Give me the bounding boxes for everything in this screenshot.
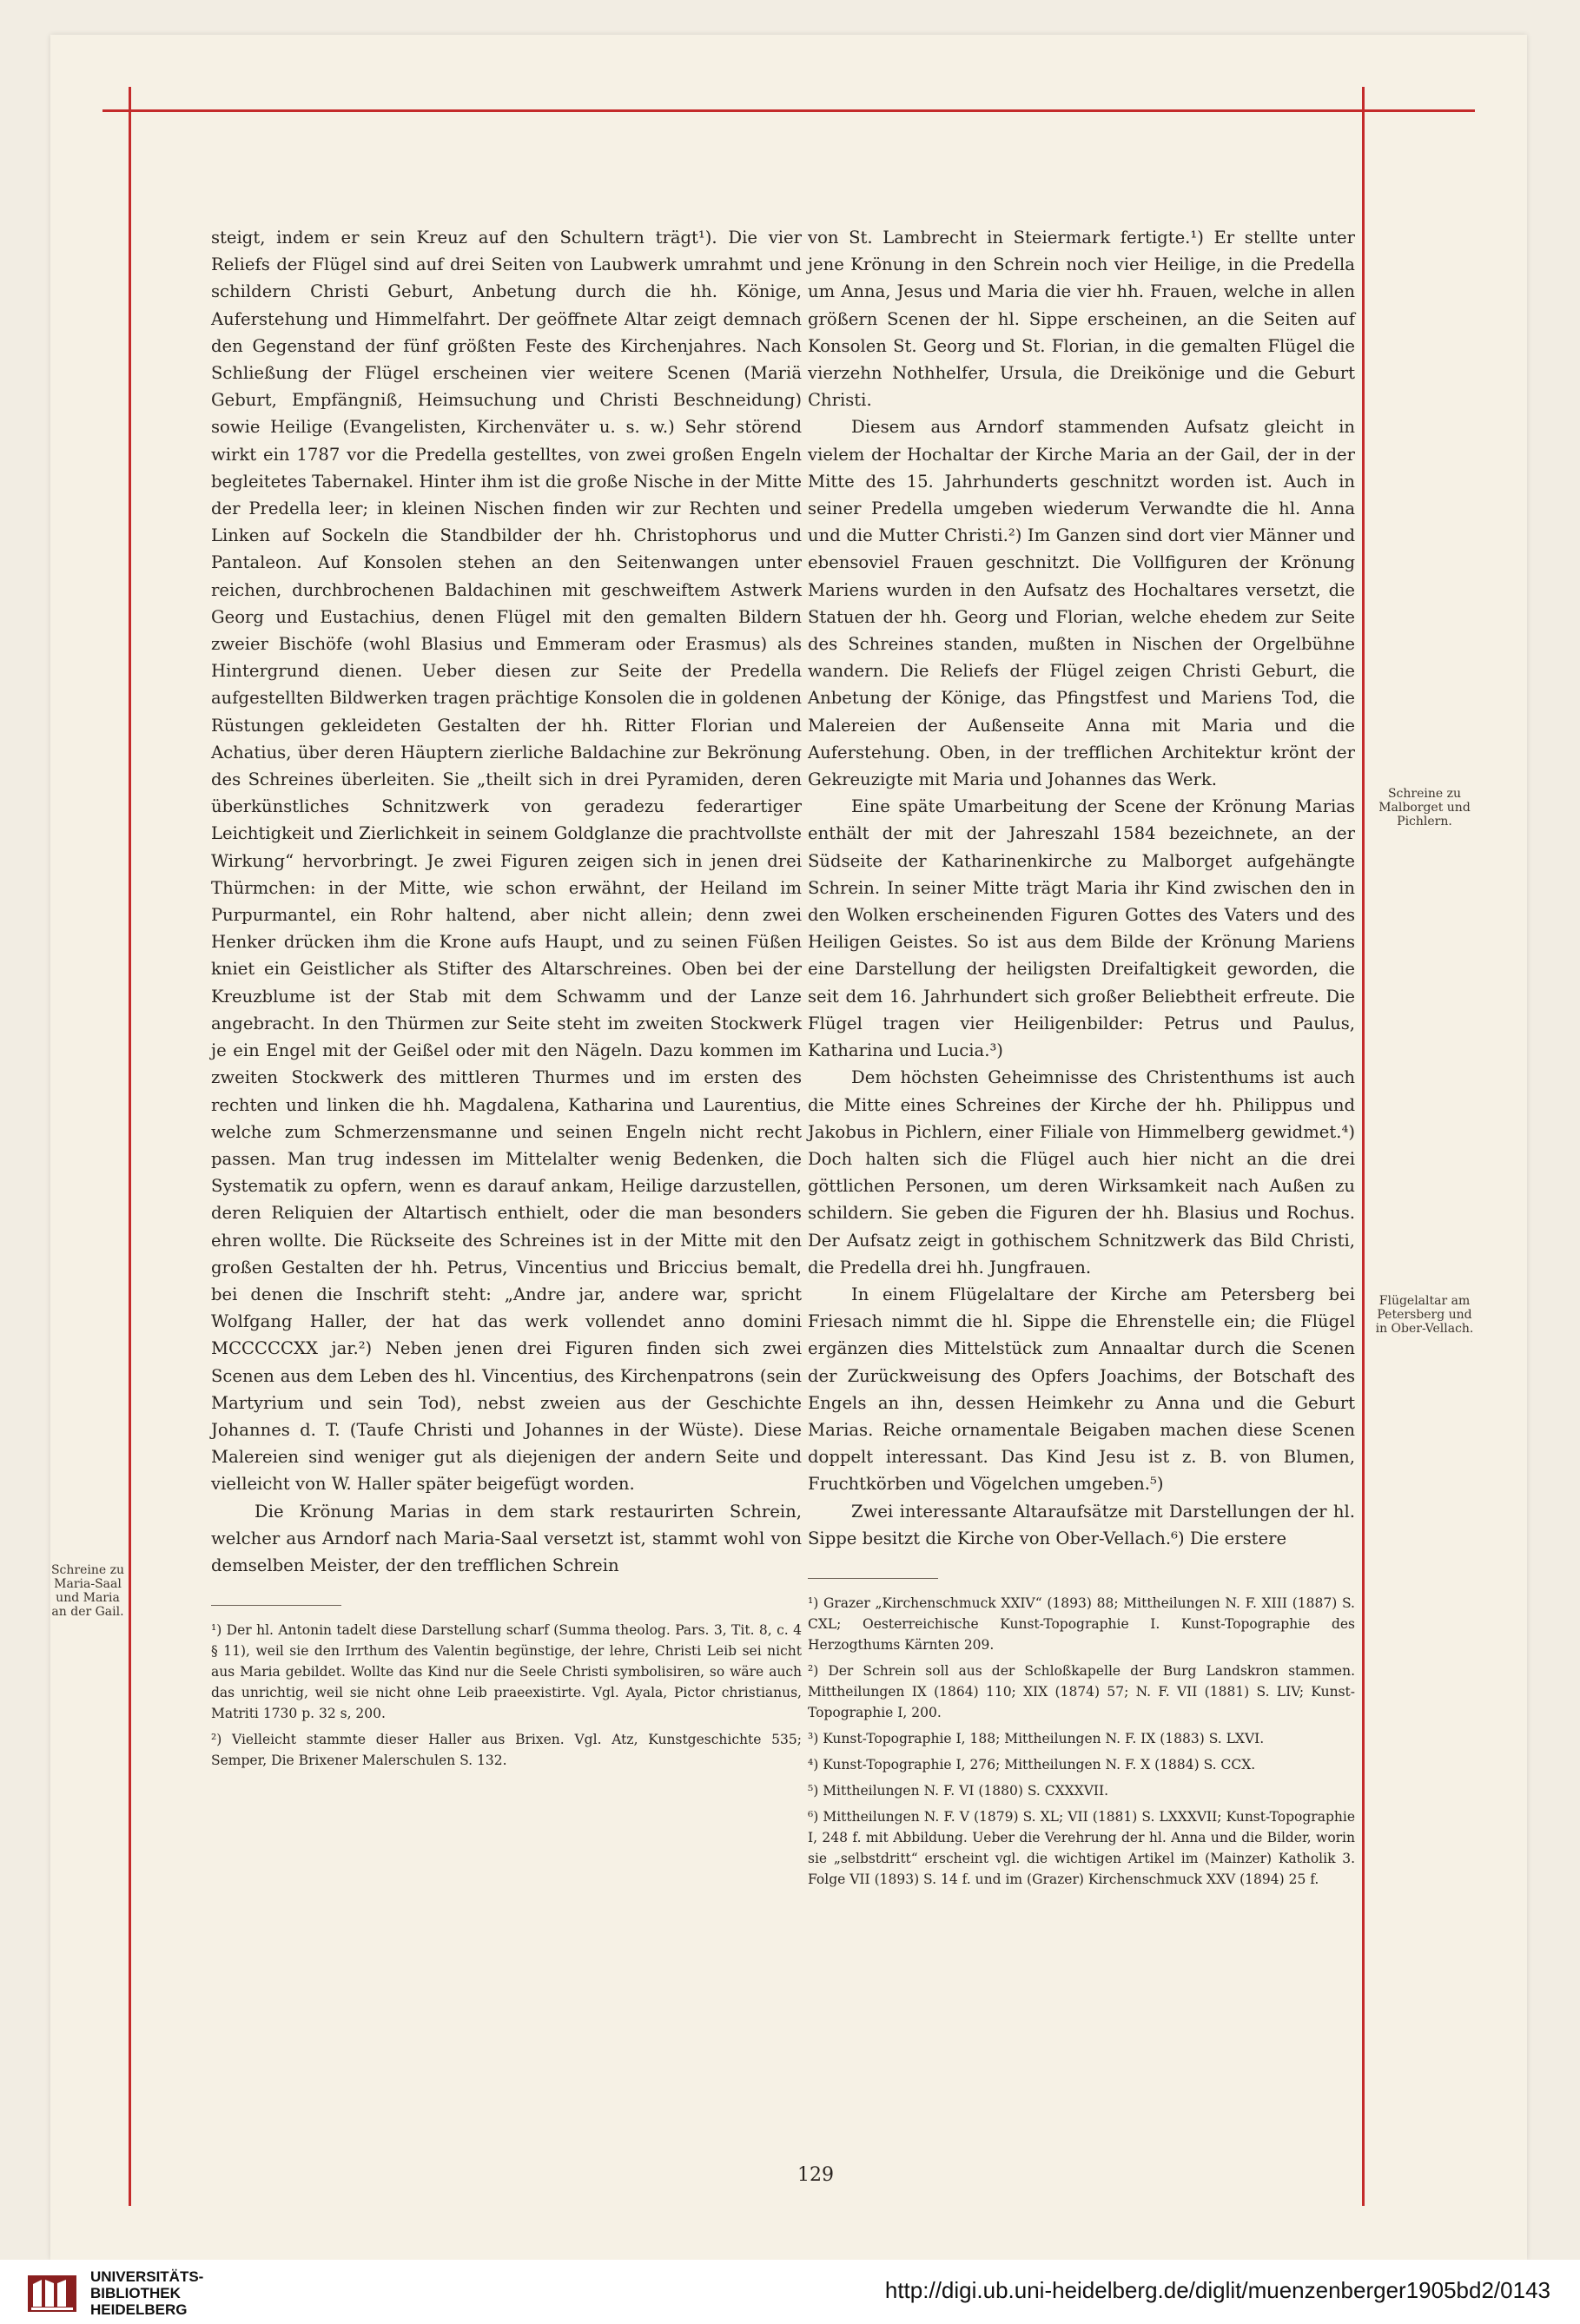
footnote-left-1: ¹) Der hl. Antonin tadelt diese Darstellung scharf (Summa theolog. Pars. 3, Tit. 8, c. 4 § 11), weil sie den Irrthum des Valentin begünstige, der lehre, Christi Leib sei nicht aus Maria gebildet. Wollte das Kind nur die Seele Christi symbolisiren, so wäre auch das unrichtig, weil sie nicht ohne Leib praeexistirte. Vgl. Ayala, Pictor christianus, Matriti 1730 p. 32 s, 200. — [211, 1622, 802, 1722]
left-paragraph-2: Die Krönung Marias in dem stark restaurirten Schrein, welcher aus Arndorf nach Maria-Saal versetzt ist, stammt wohl von demselben Meister, der den trefflichen Schrein — [211, 1501, 802, 1575]
footnote-left-2: ²) Vielleicht stammte dieser Haller aus Brixen. Vgl. Atz, Kunstgeschichte 535; Semper, Die Brixener Malerschulen S. 132. — [211, 1732, 802, 1769]
footnote-right-1: ¹) Grazer „Kirchenschmuck XXIV“ (1893) 88; Mittheilungen N. F. XIII (1887) S. CXL; Oesterreichische Kunst-Topographie I. Kunst-Topographie des Herzogthums Kärnten 209. — [808, 1594, 1355, 1653]
footnote-rule-left — [211, 1605, 341, 1606]
right-paragraph-1: von St. Lambrecht in Steiermark fertigte.¹) Er stellte unter jene Krönung in den Schrein noch vier Heilige, in die Predella um Anna, Jesus und Maria die vier hh. Frauen, welche in allen größern Scenen der hl. Sippe erscheinen, an die Seiten auf Konsolen St. Georg und St. Florian, in die gemalten Flügel die vierzehn Nothhelfer, Ursula, die Dreikönige und die Geburt Christi. — [808, 228, 1355, 411]
right-footnotes — [808, 1593, 1355, 1890]
university-name — [90, 2268, 203, 2318]
right-paragraph-2: Diesem aus Arndorf stammenden Aufsatz gleicht in vielem der Hochaltar der Kirche Maria an der Gail, der in der Mitte des 15. Jahrhunderts geschnitzt worden ist. Auch in seiner Predella umgeben wiederum Verwandte die hl. Anna und die Mutter Christi.²) Im Ganzen sind dort vier Männer und ebensoviel Frauen geschnitzt. Die Vollfiguren der Krönung Mariens wurden in den Aufsatz des Hochaltares versetzt, die Statuen der hh. Georg und Florian, welche ehedem zur Seite des Schreines standen, mußten in Nischen der Orgelbühne wandern. Die Reliefs der Flügel zeigen Christi Geburt, die Anbetung der Könige, das Pfingstfest und Mariens Tod, die Malereien der Außenseite Anna mit Maria und die Auferstehung. Oben, in der trefflichen Architektur krönt der Gekreuzigte mit Maria und Johannes das Werk. — [808, 417, 1355, 790]
left-column — [211, 224, 802, 1776]
footnote-right-3: ³) Kunst-Topographie I, 188; Mittheilungen N. F. IX (1883) S. LXVI. — [808, 1730, 1265, 1746]
frame-top-rule — [102, 109, 1475, 112]
margin-note-right-top: Schreine zu Malborget und Pichlern. — [1378, 787, 1471, 829]
margin-note-right-bottom: Flügelaltar am Petersberg und in Ober-Vellach. — [1375, 1294, 1474, 1336]
footnote-right-4: ⁴) Kunst-Topographie I, 276; Mittheilungen N. F. X (1884) S. CCX. — [808, 1756, 1256, 1773]
page-number: 129 — [797, 2164, 834, 2186]
right-paragraph-6: Zwei interessante Altaraufsätze mit Darstellungen der hl. Sippe besitzt die Kirche von Ober-Vellach.⁶) Die erstere — [808, 1501, 1355, 1548]
university-logo-icon — [26, 2272, 78, 2315]
book-page — [50, 35, 1527, 2260]
logo-line-2: BIBLIOTHEK — [90, 2285, 181, 2301]
margin-note-left: Schreine zu Maria-Saal und Maria an der Gail. — [50, 1563, 125, 1619]
logo-line-3: HEIDELBERG — [90, 2301, 188, 2318]
frame-left-rule — [129, 87, 131, 2206]
footnote-rule-right — [808, 1578, 938, 1579]
right-paragraph-5: In einem Flügelaltare der Kirche am Petersberg bei Friesach nimmt die hl. Sippe die Ehrenstelle ein; die Flügel ergänzen dies Mittelstück zum Annaaltar durch die Scenen der Zurückweisung des Opfers Joachims, der Botschaft des Engels an ihn, dessen Heimkehr zu Anna und die Geburt Marias. Reiche ornamentale Beigaben machen diese Scenen doppelt interessant. Das Kind Jesu ist z. B. von Blumen, Fruchtkörben und Vögelchen umgeben.⁵) — [808, 1284, 1355, 1495]
right-column — [808, 224, 1355, 1895]
footnote-right-2: ²) Der Schrein soll aus der Schloßkapelle der Burg Landskron stammen. Mittheilungen IX (1864) 110; XIX (1874) 57; N. F. VII (1881) S. LIV; Kunst-Topographie I, 200. — [808, 1662, 1355, 1720]
left-paragraph-1: steigt, indem er sein Kreuz auf den Schultern trägt¹). Die vier Reliefs der Flügel sind auf drei Seiten von Laubwerk umrahmt und schildern Christi Geburt, Anbetung durch die hh. Könige, Auferstehung und Himmelfahrt. Der geöffnete Altar zeigt demnach den Gegenstand der fünf größten Feste des Kirchenjahres. Nach Schließung der Flügel erscheinen vier weitere Scenen (Mariä Geburt, Empfängniß, Heimsuchung und Christi Beschneidung) sowie Heilige (Evangelisten, Kirchenväter u. s. w.) Sehr störend wirkt ein 1787 vor die Predella gestelltes, von zwei großen Engeln begleitetes Tabernakel. Hinter ihm ist die große Nische in der Mitte der Predella leer; in kleinen Nischen finden wir zur Rechten und Linken auf Sockeln die Standbilder der hh. Christophorus und Pantaleon. Auf Konsolen stehen an den Seitenwangen unter reichen, durchbrochenen Baldachinen mit geschweiftem Astwerk Georg und Eustachius, denen Flügel mit den gemalten Bildern zweier Bischöfe (wohl Blasius und Emmeram oder Erasmus) als Hintergrund dienen. Ueber diesen zur Seite der Predella aufgestellten Bildwerken tragen prächtige Konsolen die in goldenen Rüstungen gekleideten Gestalten der hh. Ritter Florian und Achatius, über deren Häuptern zierliche Baldachine zur Bekrönung des Schreines überleiten. Sie „theilt sich in drei Pyramiden, deren überkünstliches Schnitzwerk von geradezu federartiger Leichtigkeit und Zierlichkeit in seinem Goldglanze die prachtvollste Wirkung“ hervorbringt. Je zwei Figuren zeigen sich in jenen drei Thürmchen: in der Mitte, wie schon erwähnt, der Heiland im Purpurmantel, ein Rohr haltend, aber nicht allein; denn zwei Henker drücken ihm die Krone aufs Haupt, und zu seinen Füßen kniet ein Geistlicher als Stifter des Altarschreines. Oben bei der Kreuzblume ist der Stab mit dem Schwamm und der Lanze angebracht. In den Thürmen zur Seite steht im zweiten Stockwerk je ein Engel mit der Geißel oder mit den Nägeln. Dazu kommen im zweiten Stockwerk des mittleren Thurmes und im ersten des rechten und linken die hh. Magdalena, Katharina und Laurentius, welche zum Schmerzensmanne und seinen Engeln nicht recht passen. Man trug indessen im Mittelalter wenig Bedenken, die Systematik zu opfern, wenn es darauf ankam, Heilige darzustellen, deren Reliquien der Altartisch enthielt, oder die man besonders ehren wollte. Die Rückseite des Schreines ist in der Mitte mit den großen Gestalten der hh. Petrus, Vincentius und Briccius bemalt, bei denen die Inschrift steht: „Andre jar, andere war, spricht Wolfgang Haller, der hat das werk vollendet anno domini MCCCCCXX jar.²) Neben jenen drei Figuren finden sich zwei Scenen aus dem Leben des hl. Vincentius, des Kirchenpatrons (sein Martyrium und sein Tod), nebst zweien aus der Geschichte Johannes d. T. (Taufe Christi und Johannes in der Wüste). Diese Malereien sind weniger gut als diejenigen der andern Seite und vielleicht von W. Haller später beigefügt worden. — [211, 228, 802, 1495]
right-paragraph-4: Dem höchsten Geheimnisse des Christenthums ist auch die Mitte eines Schreines der Kirche der hh. Philippus und Jakobus in Pichlern, einer Filiale von Himmelberg gewidmet.⁴) Doch halten sich die Flügel auch hier nicht an die drei göttlichen Personen, um deren Wirksamkeit nach Außen zu schildern. Sie geben die Figuren der hh. Blasius und Rochus. Der Aufsatz zeigt in gothischem Schnitzwerk das Bild Christi, die Predella drei hh. Jungfrauen. — [808, 1067, 1355, 1278]
viewer-footer — [0, 2260, 1580, 2324]
frame-right-rule — [1362, 87, 1365, 2206]
source-url-link[interactable]: http://digi.ub.uni-heidelberg.de/diglit/muenzenberger1905bd2/0143 — [884, 2277, 1550, 2303]
right-paragraph-3: Eine späte Umarbeitung der Scene der Krönung Marias enthält der mit der Jahreszahl 1584 bezeichnete, an der Südseite der Katharinenkirche zu Malborget aufgehängte Schrein. In seiner Mitte trägt Maria ihr Kind zwischen den in den Wolken erscheinenden Figuren Gottes des Vaters und des Heiligen Geistes. So ist aus dem Bilde der Krönung Mariens eine Darstellung der heiligsten Dreifaltigkeit geworden, die seit dem 16. Jahrhundert sich großer Beliebtheit erfreute. Die Flügel tragen vier Heiligenbilder: Petrus und Paulus, Katharina und Lucia.³) — [808, 796, 1355, 1061]
footnote-right-6: ⁶) Mittheilungen N. F. V (1879) S. XL; VII (1881) S. LXXXVII; Kunst-Topographie I, 248 f. mit Abbildung. Ueber die Verehrung der hl. Anna und die Bilder, worin sie „selbstdritt“ erscheint vgl. die wichtigen Artikel im (Mainzer) Katholik 3. Folge VII (1893) S. 14 f. und im (Grazer) Kirchenschmuck XXV (1894) 25 f. — [808, 1808, 1355, 1887]
left-footnotes — [211, 1620, 802, 1771]
logo-line-1: UNIVERSITÄTS- — [90, 2268, 204, 2285]
footnote-right-5: ⁵) Mittheilungen N. F. VI (1880) S. CXXXVII. — [808, 1782, 1109, 1799]
